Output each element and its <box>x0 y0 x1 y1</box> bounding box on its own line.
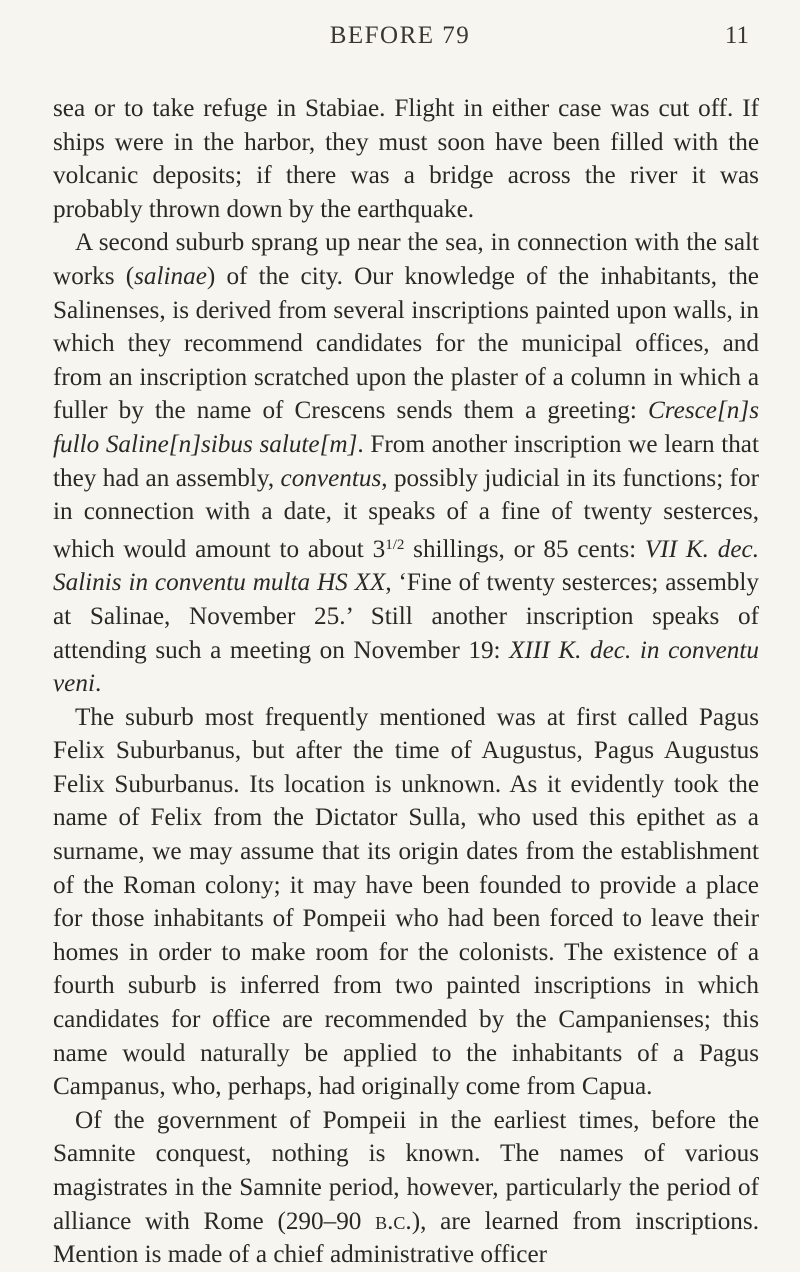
text-run: . <box>94 670 102 698</box>
body-text <box>53 92 759 1272</box>
text-run: shillings, or 85 cents: <box>404 535 645 563</box>
text-run: , possibly judicial in its functions; for in connection with a date, it speaks of a fine of twenty sesterces, which would amount to about 3 <box>53 464 759 563</box>
paragraph-1 <box>53 92 759 226</box>
text-run: ) of the city. Our knowledge of the inhabitants, the Salinenses, is derived from several inscriptions painted upon walls, in which they recommend candidates for the municipal offices, and from an inscription scratched upon the plaster of a column in which a fuller by the name of Crescens sends them a greeting: <box>53 262 759 425</box>
page-number: 11 <box>724 22 749 49</box>
latin-term-conventus: conventus <box>280 464 382 492</box>
latin-inscription-fine: VII K. dec. Salinis in conventu multa HS XX <box>53 535 760 597</box>
running-head: BEFORE 79 <box>329 22 471 49</box>
text-run: ), are learned from inscriptions. Mention is made of a chief administrative officer <box>53 1207 759 1269</box>
text-run: , ‘Fine of twenty sesterces; assembly at Salinae, November 25.’ Still another inscription speaks of attending such a meeting on November 19: <box>53 569 759 664</box>
text-run: sea or to take refuge in Stabiae. Flight in either case was cut off. If ships were in the harbor, they must soon have been filled with the volcanic deposits; if there was a bridge across the river it was probably thrown down by the earthquake. <box>53 95 759 223</box>
page-header <box>0 22 800 62</box>
latin-inscription-crescens: Cresce[n]s fullo Saline[n]sibus salute[m] <box>53 397 759 458</box>
text-run: . From another inscription we learn that they had an assembly, <box>53 430 759 492</box>
era-abbreviation: b.c. <box>375 1207 412 1235</box>
latin-inscription-veni: XIII K. dec. in conventu veni <box>53 636 759 698</box>
text-run: The suburb most frequently mentioned was at first called Pagus Felix Suburbanus, but after the time of Augustus, Pagus Augustus Felix Suburbanus. Its location is unknown. As it evidently took the name of Felix from the Dictator Sulla, who used this epithet as a surname, we may assume that its origin dates from the establishment of the Roman colony; it may have been founded to provide a place for those inhabitants of Pompeii who had been forced to leave their homes in order to make room for the colonists. The existence of a fourth suburb is inferred from two painted inscriptions in which candidates for office are recommended by the Campanienses; this name would naturally be applied to the inhabitants of a Pagus Campanus, who, perhaps, had originally come from Capua. <box>53 703 759 1101</box>
paragraph-2 <box>53 226 759 700</box>
paragraph-4 <box>53 1104 759 1272</box>
latin-term-salinae: salinae <box>134 262 207 290</box>
fraction-half: 1/2 <box>385 536 405 553</box>
text-run: Of the government of Pompeii in the earliest times, before the Samnite conquest, nothing is known. The names of various magistrates in the Samnite period, however, particularly the period of alliance with Rome (290–90 <box>53 1106 759 1235</box>
text-run: A second suburb sprang up near the sea, in connection with the salt works ( <box>53 229 759 290</box>
paragraph-3 <box>53 701 759 1104</box>
